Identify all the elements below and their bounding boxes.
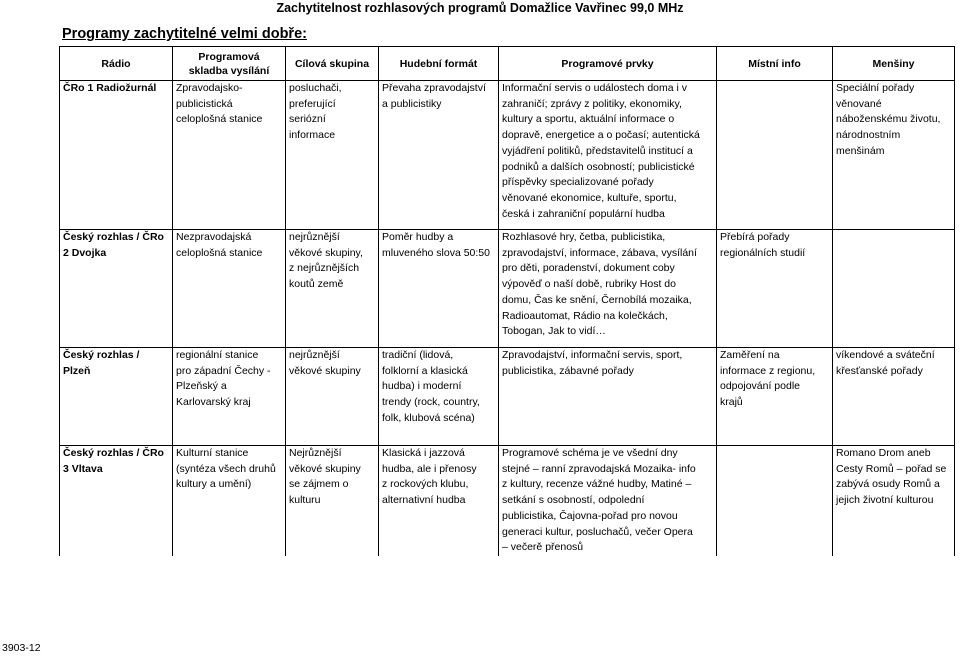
cell-programova-skladba: Zpravodajsko- publicistická celoplošná stanice <box>173 81 286 230</box>
cell-radio: Český rozhlas / ČRo 2 Dvojka <box>60 230 173 348</box>
cell-radio: Český rozhlas / ČRo 3 Vltava <box>60 446 173 556</box>
cell-programove-prvky: Rozhlasové hry, četba, publicistika, zpravodajství, informace, zábava, vysílání pro děti, poradenství, dokument coby výpověď o naší době, rubriky Host do domu, Čas ke snění, Černobílá mozaika, Radioautomat, Rádio na kolečkách, Tobogan, Jak to vidí… <box>499 230 717 348</box>
cell-mensiny: Speciální pořady věnované náboženskému životu, národnostním menšinám <box>833 81 955 230</box>
cell-radio: Český rozhlas / Plzeň <box>60 348 173 446</box>
cell-mensiny <box>833 230 955 348</box>
cell-programove-prvky: Informační servis o událostech doma i v zahraničí; zprávy z politiky, ekonomiky, kultury a sportu, aktuální informace o dopravě, energetice a o počasí; autentická vyjádření politiků, představitelů institucí a podniků a dalších osobností; publicistické příspěvky specializované pořady věnované ekonomice, kultuře, sportu, česká i zahraniční populární hudba <box>499 81 717 230</box>
cell-cilova-skupina: nejrůznější věkové skupiny <box>286 348 379 446</box>
cell-cilova-skupina: nejrůznější věkové skupiny, z nejrůznějších koutů země <box>286 230 379 348</box>
header-programove-prvky: Programové prvky <box>499 47 717 81</box>
cell-mistni-info <box>717 446 833 556</box>
cell-programova-skladba: Nezpravodajská celoplošná stanice <box>173 230 286 348</box>
table-row <box>60 230 955 348</box>
cell-radio: ČRo 1 Radiožurnál <box>60 81 173 230</box>
cell-cilova-skupina: Nejrůznější věkové skupiny se zájmem o kulturu <box>286 446 379 556</box>
section-title: Programy zachytitelné velmi dobře: <box>62 26 307 42</box>
cell-mistni-info: Přebírá pořady regionálních studií <box>717 230 833 348</box>
cell-hudebni-format: Poměr hudby a mluveného slova 50:50 <box>379 230 499 348</box>
cell-mistni-info <box>717 81 833 230</box>
cell-programove-prvky: Zpravodajství, informační servis, sport, publicistika, zábavné pořady <box>499 348 717 446</box>
cell-hudebni-format: tradiční (lidová, folklorní a klasická hudba) i moderní trendy (rock, country, folk, klubová scéna) <box>379 348 499 446</box>
page-number: 3903-12 <box>2 642 41 654</box>
header-programova-skladba: Programová skladba vysílání <box>173 47 286 81</box>
cell-programova-skladba: Kulturní stanice (syntéza všech druhů kultury a umění) <box>173 446 286 556</box>
header-cilova-skupina: Cílová skupina <box>286 47 379 81</box>
header-mensiny: Menšiny <box>833 47 955 81</box>
programs-table <box>59 46 955 556</box>
header-radio: Rádio <box>60 47 173 81</box>
document-title: Zachytitelnost rozhlasových programů Domažlice Vavřinec 99,0 MHz <box>276 1 684 15</box>
table-row <box>60 348 955 446</box>
cell-hudebni-format: Klasická i jazzová hudba, ale i přenosy z rockových klubu, alternativní hudba <box>379 446 499 556</box>
table-header-row <box>60 47 955 81</box>
header-mistni-info: Místní info <box>717 47 833 81</box>
table-row <box>60 446 955 556</box>
header-hudebni-format: Hudební formát <box>379 47 499 81</box>
cell-mensiny: Romano Drom aneb Cesty Romů – pořad se zabývá osudy Romů a jejich životní kulturou <box>833 446 955 556</box>
cell-mensiny: víkendové a sváteční křesťanské pořady <box>833 348 955 446</box>
cell-hudebni-format: Převaha zpravodajství a publicistiky <box>379 81 499 230</box>
cell-programova-skladba: regionální stanice pro západní Čechy - Plzeňský a Karlovarský kraj <box>173 348 286 446</box>
cell-cilova-skupina: posluchači, preferující seriózní informace <box>286 81 379 230</box>
cell-programove-prvky: Programové schéma je ve všední dny stejné – ranní zpravodajská Mozaika- info z kultury, recenze vážné hudby, Matiné – setkání s osobností, odpolední publicistika, Čajovna-pořad pro novou generaci kultur, posluchačů, večer Opera – večerě přenosů <box>499 446 717 556</box>
table-row <box>60 81 955 230</box>
cell-mistni-info: Zaměření na informace z regionu, odpojování podle krajů <box>717 348 833 446</box>
